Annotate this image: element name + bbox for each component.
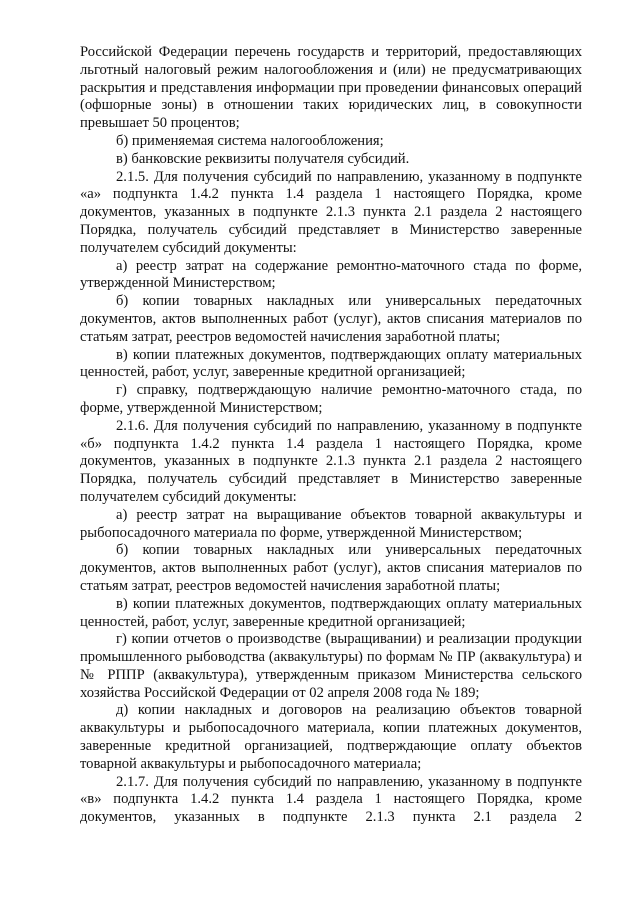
clause-2-1-5-item-v: в) копии платежных документов, подтверждающих оплату материальных ценностей, работ, услуг, заверенные кредитной организацией; (80, 346, 582, 381)
paragraph-offshore-continuation: Российской Федерации перечень государств и территорий, предоставляющих льготный налоговый режим налогообложения и (или) не предусматривающих раскрытия и представления информации при проведении финансовых операций (офшорные зоны) в отношении таких юридических лиц, в совокупности превышает 50 процентов; (80, 44, 582, 132)
clause-2-1-5-item-a: а) реестр затрат на содержание ремонтно-маточного стада по форме, утвержденной Министерством; (80, 257, 582, 292)
clause-2-1-5: 2.1.5. Для получения субсидий по направлению, указанному в подпункте «а» подпункта 1.4.2 пункта 1.4 раздела 1 настоящего Порядка, кроме документов, указанных в подпункте 2.1.3 пункта 2.1 раздела 2 настоящего Порядка, получатель субсидий представляет в Министерство заверенные получателем субсидий документы: (80, 168, 582, 256)
item-v-bank-details: в) банковские реквизиты получателя субсидий. (116, 150, 410, 167)
clause-2-1-5-item-g: г) справку, подтверждающую наличие ремонтно-маточного стада, по форме, утвержденной Министерством; (80, 382, 582, 416)
clause-2-1-6: 2.1.6. Для получения субсидий по направлению, указанному в подпункте «б» подпункта 1.4.2 пункта 1.4 раздела 1 настоящего Порядка, кроме документов, указанных в подпункте 2.1.3 пункта 2.1 раздела 2 настоящего Порядка, получатель субсидий представляет в Министерство заверенные получателем субсидий документы: (80, 417, 582, 505)
item-b-tax-system: б) применяемая система налогообложения; (116, 132, 384, 149)
clause-2-1-6-item-b: б) копии товарных накладных или универсальных передаточных документов, актов выполненных работ (услуг), актов списания материалов по статьям затрат, реестров ведомостей начисления заработной платы; (80, 542, 582, 594)
clause-2-1-6-item-g: г) копии отчетов о производстве (выращивании) и реализации продукции промышленного рыбоводства (аквакультуры) по формам № ПР (аквакультура) и № РППР (аквакультура), утвержденным приказом Министерства сельского хозяйства Российской Федерации от 02 апреля 2008 года № 189; (80, 631, 582, 701)
clause-2-1-6-item-a: а) реестр затрат на выращивание объектов товарной аквакультуры и рыбопосадочного материала по форме, утвержденной Министерством; (80, 506, 582, 541)
clause-2-1-6-item-v: в) копии платежных документов, подтверждающих оплату материальных ценностей, работ, услуг, заверенные кредитной организацией; (80, 595, 582, 630)
clause-2-1-6-item-d: д) копии накладных и договоров на реализацию объектов товарной аквакультуры и рыбопосадочного материала, копии платежных документов, заверенные кредитной организацией, подтверждающие оплату объектов товарной аквакультуры и рыбопосадочного материала; (80, 702, 582, 772)
document-page (80, 44, 582, 827)
clause-2-1-7: 2.1.7. Для получения субсидий по направлению, указанному в подпункте «в» подпункта 1.4.2 пункта 1.4 раздела 1 настоящего Порядка, кроме документов, указанных в подпункте 2.1.3 пункта 2.1 раздела 2 (80, 773, 582, 826)
clause-2-1-5-item-b: б) копии товарных накладных или универсальных передаточных документов, актов выполненных работ (услуг), актов списания материалов по статьям затрат, реестров ведомостей начисления заработной платы; (80, 293, 582, 345)
